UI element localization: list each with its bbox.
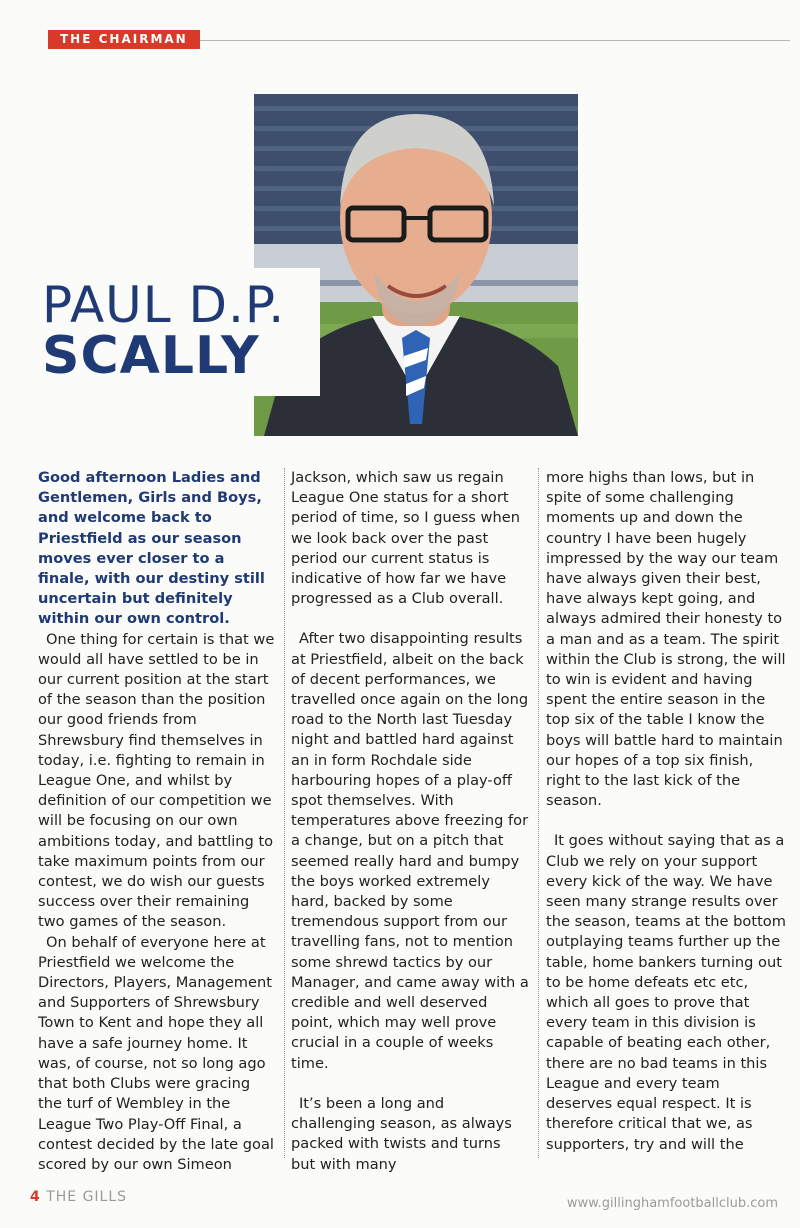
publication-name: THE GILLS	[46, 1189, 128, 1205]
column-divider	[538, 468, 539, 1158]
article-column-3	[546, 468, 790, 1155]
body-paragraph: On behalf of everyone here at Priestfield we welcome the Directors, Players, Management and Supporters of Shrewsbury Town to Kent and hope they all have a safe journey home. It was, of course, not so long ago that both Clubs were gracing the turf of Wembley in the League Two Play-Off Final, a contest decided by the late goal scored by our own Simeon	[38, 933, 274, 1173]
article-title-line-1: PAUL D.P.	[42, 276, 286, 334]
header-rule	[200, 40, 790, 41]
article-column-2	[291, 468, 529, 1175]
body-paragraph: It’s been a long and challenging season, as always packed with twists and turns but with many	[291, 1094, 512, 1173]
page-number: 4	[30, 1189, 41, 1205]
body-paragraph: It goes without saying that as a Club we rely on your support every kick of the way. We have seen many strange results over the season, teams at the bottom outplaying teams further up the table, home bankers turning out to be home defeats etc etc, which all goes to prove that every team in this division is capable of beating each other, there are no bad teams in this League and every team deserves equal respect. It is therefore critical that we, as supporters, try and will the	[546, 832, 786, 1153]
column-divider	[284, 468, 285, 1158]
website-url: www.gillinghamfootballclub.com	[566, 1196, 778, 1211]
article-title-line-2: SCALLY	[42, 326, 260, 386]
intro-paragraph: Good afternoon Ladies and Gentlemen, Girls and Boys, and welcome back to Priestfield as our season moves ever closer to a finale, with our destiny still uncertain but definitely within our own control.	[38, 469, 265, 628]
body-paragraph: One thing for certain is that we would all have settled to be in our current position at the start of the season than the position our good friends from Shrewsbury find themselves in today, i.e. fighting to remain in League One, and whilst by definition of our competition we will be focusing on our own ambitions today, and battling to take maximum points from our contest, we do wish our guests success over their remaining two games of the season.	[38, 630, 275, 931]
section-tag: THE CHAIRMAN	[48, 30, 200, 49]
body-paragraph: Jackson, which saw us regain League One status for a short period of time, so I guess when we look back over the past period our current status is indicative of how far we have progressed as a Club overall.	[291, 469, 520, 608]
body-paragraph: After two disappointing results at Priestfield, albeit on the back of decent performances, we travelled once again on the long road to the North last Tuesday night and battled hard against an in form Rochdale side harbouring hopes of a play-off spot themselves. With temperatures above freezing for a change, but on a pitch that seemed really hard and bumpy the boys worked extremely hard, backed by some tremendous support from our travelling fans, not to mention some shrewd tactics by our Manager, and came away with a credible and well deserved point, which may well prove crucial in a couple of weeks time.	[291, 630, 529, 1072]
article-column-1	[38, 468, 278, 1175]
page-footer	[30, 1189, 127, 1205]
body-paragraph: more highs than lows, but in spite of some challenging moments up and down the country I have been hugely impressed by the way our team have always given their best, have always kept going, and always admired their honesty to a man and as a team. The spirit within the Club is strong, the will to win is evident and having spent the entire season in the top six of the table I know the boys will battle hard to maintain our hopes of a top six finish, right to the last kick of the season.	[546, 469, 786, 810]
